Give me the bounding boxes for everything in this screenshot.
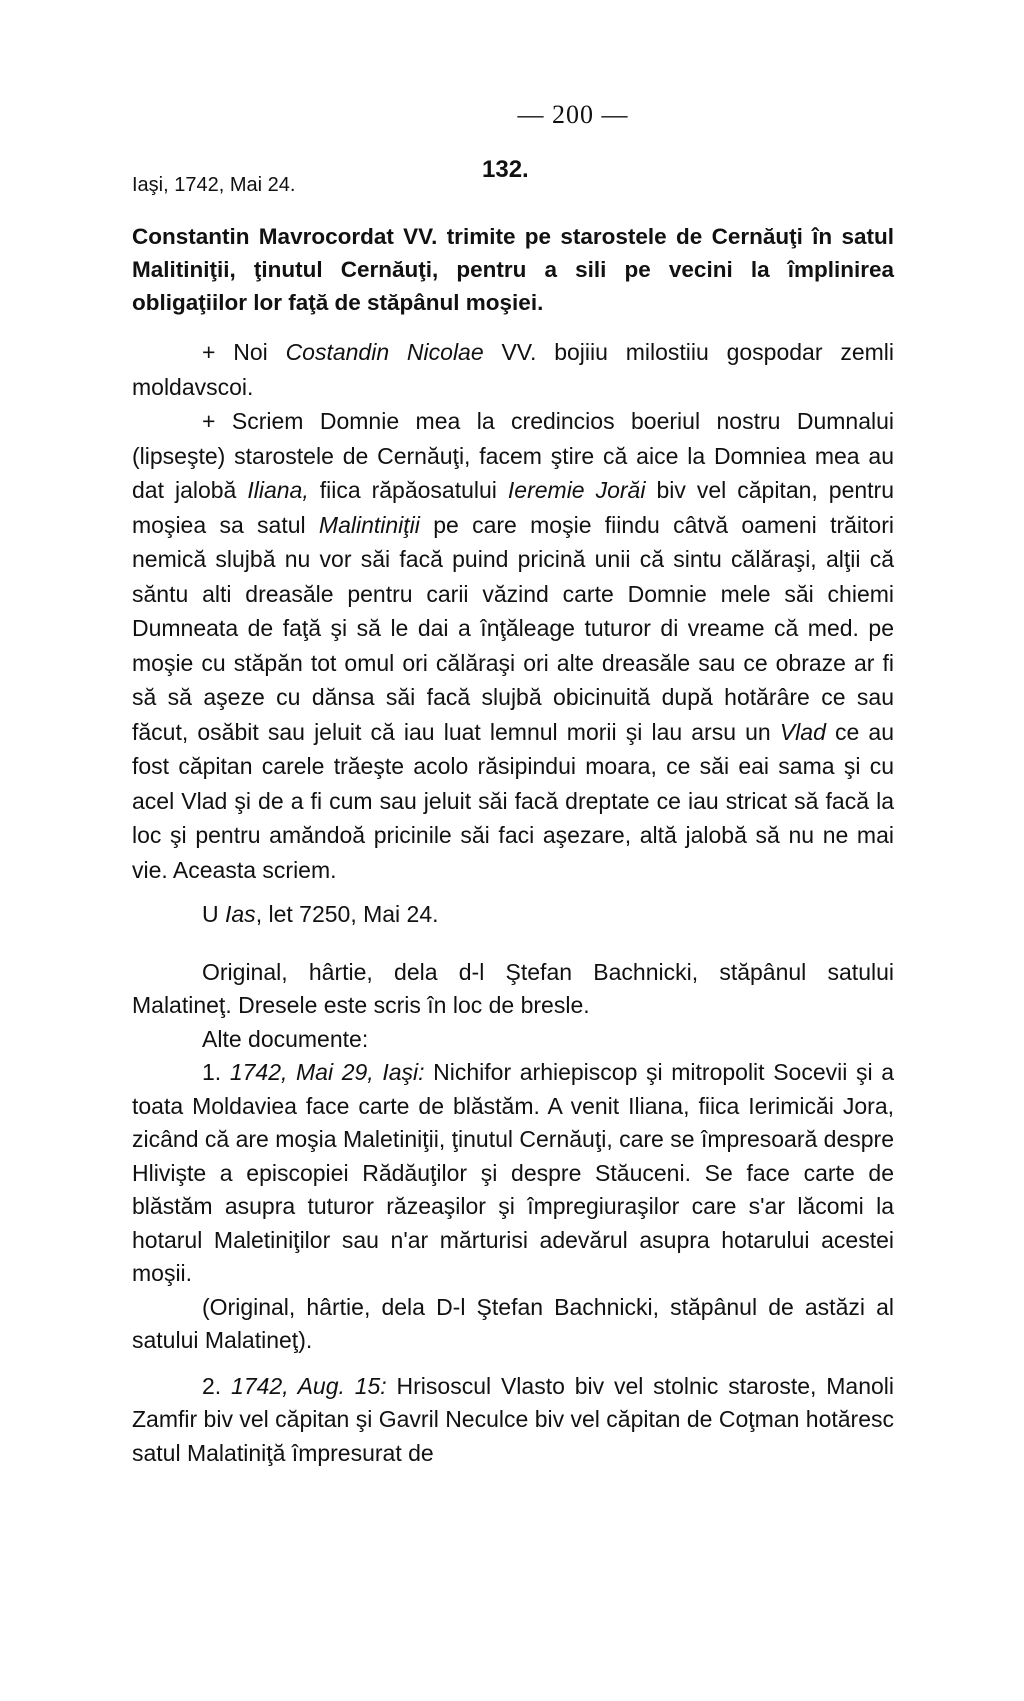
document-summary: Constantin Mavrocordat VV. trimite pe starostele de Cernăuţi în satul Malitiniţii, ţinutul Cernăuţi, pentru a sili pe vecini la împlinirea obligaţiilor lor faţă de stăpânul moşiei. [132,224,894,315]
body-part-5: ce au fost căpitan carele trăeşte acolo răsipindui moara, ce săi eai sama şi cu acel Vlad şi de a fi cum sau jeluit săi facă dreptate ce iau stricat să facă la loc şi pentru amăndoă pricinile săi faci aşezare, altă jalobă să nu ne mai vie. Aceasta scriem. [132,718,895,883]
place-date: Iaşi, 1742, Mai 24. [132,174,296,196]
ruler-name: Costandin Nicolae [285,339,484,365]
body-part-1: + Scriem Domnie mea la credincios boeriul nostru Dumnalui (lipseşte) starostele de Cernăuţi, facem ştire că aice la Domniea mea au dat jalobă [132,408,894,503]
page-content [132,100,894,1470]
salutation-suffix: VV. bojiiu milostiiu gospodar zemli moldavscoi. [132,339,894,400]
salutation [132,335,894,404]
item-1-text: Nichifor arhiepiscop şi mitropolit Socevii şi a toata Moldaviea face carte de blăstăm. A venit Iliana, fiica Ierimicăi Jora, zicând că are moşia Maletiniţii, ţinutul Cernăuţi, care se împresoară despre Hlivişte a episcopiei Rădăuţilor şi despre Stăuceni. Se face carte de blăstăm asupra tuturor răzeaşilor şi împregiuraşilor care s'ar lăcomi la hotarul Maletiniţilor sau n'ar mărturisi adevărul asupra hotarului acestei moşii. [132,1059,895,1286]
item-1-source: (Original, hârtie, dela D-l Ştefan Bachnicki, stăpânul de astăzi al satului Malatineţ). [132,1293,894,1353]
editorial-notes [132,956,894,1471]
document-body [132,404,894,887]
name-malintinitii: Malintiniţii [318,511,420,538]
name-vlad: Vlad [779,718,826,745]
page-number: — 200 — [517,100,629,129]
item-1-number: 1. [202,1059,230,1085]
document-number: 132. [482,156,529,183]
body-part-2: fiica răpăosatului [308,477,508,503]
item-2-date: 1742, Aug. 15: [231,1372,387,1399]
other-documents-label: Alte documente: [202,1025,369,1052]
item-2-text: Hrisoscul Vlasto biv vel stolnic staroste, Manoli Zamfir biv vel căpitan şi Gavril Neculce biv vel căpitan de Coţman hotăresc satul Malatiniţă împresurat de [132,1372,894,1466]
closing-prefix: U [202,901,225,927]
item-1-date: 1742, Mai 29, Iaşi: [229,1059,425,1085]
item-2-number: 2. [202,1372,232,1399]
body-part-3: biv vel căpitan, pentru moşiea sa satul [132,477,894,538]
closing-place: Ias [225,901,256,927]
body-part-4: pe care moşie fiindu câtvă oameni trăitori nemică slujbă nu vor săi facă puind pricină unii că sintu călăraşi, alţii că săntu alti dreasăle pentru carii văzind carte Domnie mele săi chiemi Dumneata de faţă şi să le dai a înţăleage tuturor di vreame că med. pe moşie cu stăpăn tot omul ori călăraşi ori alte dreasăle sau ce obraze ar fi să să aşeze cu dănsa săi facă slujbă obicinuită după hotărâre ce sau făcut, osăbit sau jeluit că iau luat lemnul morii şi lau arsu un [132,511,894,745]
original-note: Original, hârtie, dela d-l Ştefan Bachnicki, stăpânul satului Malatineţ. Dresele este scris în loc de bresle. [132,958,894,1018]
name-ieremie-jora: Ieremie Jorăi [507,477,646,503]
document-header [132,156,894,200]
other-document-2 [132,1370,894,1471]
name-iliana: Iliana, [247,477,309,503]
other-document-1 [132,1056,894,1291]
closing-suffix: , let 7250, Mai 24. [255,901,439,927]
salutation-prefix: + Noi [202,339,286,365]
closing-line [132,897,894,932]
